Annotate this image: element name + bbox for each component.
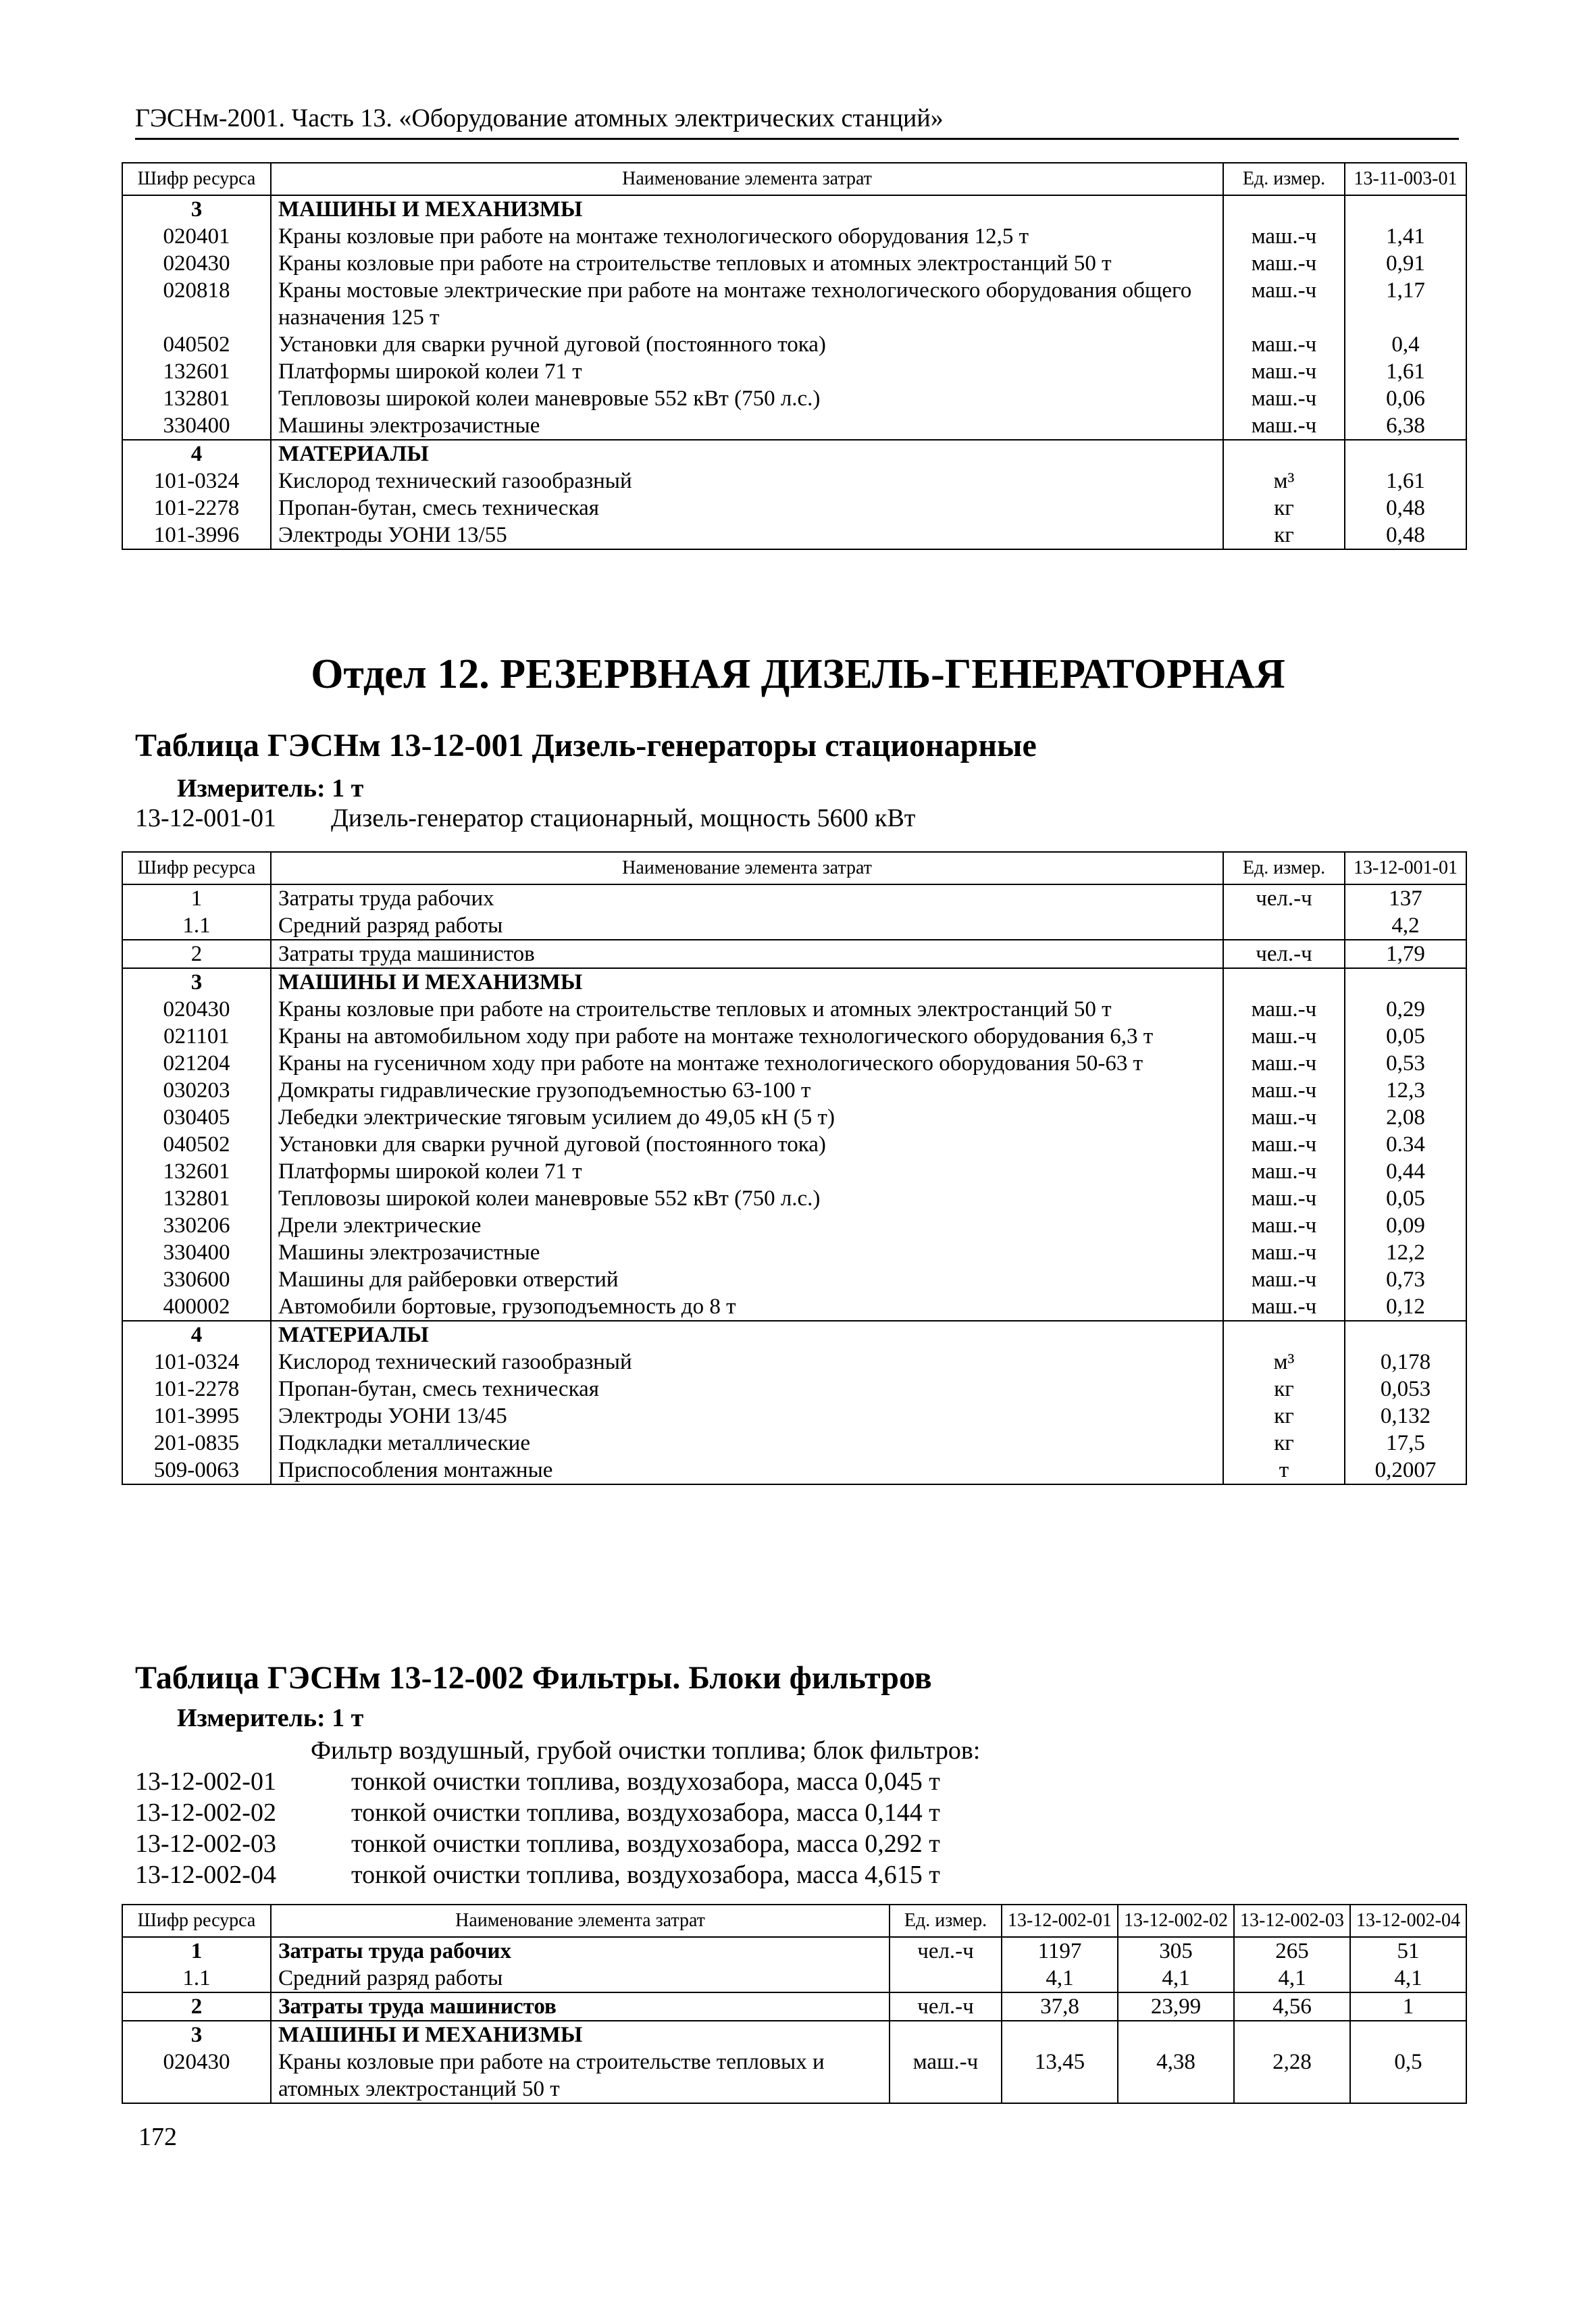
cost-element-name: МАТЕРИАЛЫ <box>271 1321 1223 1349</box>
item-code: 13-12-002-04 <box>135 1861 276 1889</box>
table-row <box>122 1321 1466 1349</box>
resource-code: 4 <box>122 1321 271 1349</box>
cost-element-name: Затраты труда машинистов <box>271 1992 890 2021</box>
cost-element-name: Тепловозы широкой колеи маневровые 552 кВт (750 л.с.) <box>271 385 1223 412</box>
table-row <box>122 522 1466 549</box>
table-row <box>122 1965 1466 1992</box>
page-number: 172 <box>138 2123 177 2151</box>
norm-value: 1,17 <box>1345 277 1466 331</box>
table-row <box>122 277 1466 331</box>
unit-of-measure: маш.-ч <box>1223 1050 1345 1077</box>
unit-of-measure: маш.-ч <box>1223 1077 1345 1104</box>
cost-element-name: Электроды УОНИ 13/45 <box>271 1403 1223 1430</box>
table2-title: Таблица ГЭСНм 13-12-001 Дизель-генераторы стационарные <box>135 728 1037 763</box>
resource-code: 400002 <box>122 1293 271 1321</box>
norm-value <box>1350 2021 1466 2048</box>
resource-code: 020401 <box>122 223 271 250</box>
resource-code: 021101 <box>122 1023 271 1050</box>
table-row <box>122 1992 1466 2021</box>
table-row <box>122 250 1466 277</box>
resource-code: 021204 <box>122 1050 271 1077</box>
table3-measure: Измеритель: 1 т <box>177 1704 364 1732</box>
cost-element-name: Лебедки электрические тяговым усилием до 49,05 кН (5 т) <box>271 1104 1223 1131</box>
table-row <box>122 1937 1466 1965</box>
norm-value: 0,48 <box>1345 522 1466 549</box>
resource-code: 132801 <box>122 1185 271 1212</box>
norm-value: 4,1 <box>1002 1965 1118 1992</box>
norm-value: 6,38 <box>1345 412 1466 440</box>
cost-element-name: Затраты труда рабочих <box>271 1937 890 1965</box>
resource-code: 4 <box>122 440 271 468</box>
table-row <box>122 884 1466 912</box>
resource-code: 020430 <box>122 2048 271 2103</box>
cost-element-name: Краны на гусеничном ходу при работе на монтаже технологического оборудования 50-63 т <box>271 1050 1223 1077</box>
cost-table-13-12-001 <box>122 851 1467 1485</box>
norm-value: 0,44 <box>1345 1158 1466 1185</box>
cost-element-name: Кислород технический газообразный <box>271 1349 1223 1376</box>
cost-element-name: Средний разряд работы <box>271 1965 890 1992</box>
norm-value <box>1345 1321 1466 1349</box>
header-cost-element: Наименование элемента затрат <box>271 852 1223 884</box>
header-cost-element: Наименование элемента затрат <box>271 163 1223 195</box>
item-description: тонкой очистки топлива, воздухозабора, масса 0,292 т <box>351 1830 940 1858</box>
cost-element-name: МАШИНЫ И МЕХАНИЗМЫ <box>271 195 1223 223</box>
header-norm-code: 13-12-002-02 <box>1118 1905 1234 1937</box>
resource-code: 040502 <box>122 1131 271 1158</box>
resource-code: 132601 <box>122 1158 271 1185</box>
resource-code: 020818 <box>122 277 271 331</box>
unit-of-measure: маш.-ч <box>890 2048 1002 2103</box>
cost-element-name: Машины электрозачистные <box>271 1239 1223 1266</box>
resource-code: 330400 <box>122 1239 271 1266</box>
table-row <box>122 440 1466 468</box>
norm-value: 0,178 <box>1345 1349 1466 1376</box>
resource-code: 132601 <box>122 358 271 385</box>
unit-of-measure: маш.-ч <box>1223 1185 1345 1212</box>
table-row <box>122 940 1466 968</box>
cost-element-name: МАШИНЫ И МЕХАНИЗМЫ <box>271 2021 890 2048</box>
cost-element-name: Установки для сварки ручной дуговой (постоянного тока) <box>271 1131 1223 1158</box>
table2-item-line <box>135 803 915 834</box>
norm-value: 4,56 <box>1234 1992 1350 2021</box>
cost-element-name: Машины для райберовки отверстий <box>271 1266 1223 1293</box>
norm-value: 305 <box>1118 1937 1234 1965</box>
table3-intro: Фильтр воздушный, грубой очистки топлива; блок фильтров: <box>311 1736 981 1765</box>
resource-code: 030405 <box>122 1104 271 1131</box>
table-body <box>122 884 1466 1484</box>
norm-value: 13,45 <box>1002 2048 1118 2103</box>
unit-of-measure <box>1223 912 1345 940</box>
norm-value: 1,79 <box>1345 940 1466 968</box>
section-title: Отдел 12. РЕЗЕРВНАЯ ДИЗЕЛЬ-ГЕНЕРАТОРНАЯ <box>311 651 1285 697</box>
resource-code: 1.1 <box>122 912 271 940</box>
table-row <box>122 195 1466 223</box>
norm-value: 1,41 <box>1345 223 1466 250</box>
cost-element-name: МАШИНЫ И МЕХАНИЗМЫ <box>271 968 1223 996</box>
table-body <box>122 195 1466 549</box>
norm-value: 0.34 <box>1345 1131 1466 1158</box>
norm-value <box>1345 968 1466 996</box>
table-row <box>122 412 1466 440</box>
unit-of-measure: маш.-ч <box>1223 1212 1345 1239</box>
norm-value: 12,2 <box>1345 1239 1466 1266</box>
cost-element-name: Платформы широкой колеи 71 т <box>271 358 1223 385</box>
cost-element-name: Платформы широкой колеи 71 т <box>271 1158 1223 1185</box>
cost-element-name: Краны козловые при работе на строительстве тепловых и атомных электростанций 50 т <box>271 250 1223 277</box>
unit-of-measure: кг <box>1223 1403 1345 1430</box>
norm-value <box>1234 2021 1350 2048</box>
norm-value: 51 <box>1350 1937 1466 1965</box>
resource-code: 132801 <box>122 385 271 412</box>
cost-element-name: Тепловозы широкой колеи маневровые 552 кВт (750 л.с.) <box>271 1185 1223 1212</box>
resource-code: 101-0324 <box>122 468 271 495</box>
header-cost-element: Наименование элемента затрат <box>271 1905 890 1937</box>
resource-code: 020430 <box>122 250 271 277</box>
cost-element-name: Средний разряд работы <box>271 912 1223 940</box>
table2-measure: Измеритель: 1 т <box>177 774 364 803</box>
unit-of-measure: маш.-ч <box>1223 1158 1345 1185</box>
norm-value: 4,1 <box>1118 1965 1234 1992</box>
cost-element-name: Пропан-бутан, смесь техническая <box>271 1376 1223 1403</box>
header-norm-code: 13-11-003-01 <box>1345 163 1466 195</box>
item-description: тонкой очистки топлива, воздухозабора, масса 0,045 т <box>351 1767 940 1796</box>
table-row <box>122 1212 1466 1239</box>
table-row <box>122 385 1466 412</box>
resource-code: 101-0324 <box>122 1349 271 1376</box>
norm-value: 0,48 <box>1345 495 1466 522</box>
table-row <box>122 2048 1466 2103</box>
table-row <box>122 968 1466 996</box>
unit-of-measure: маш.-ч <box>1223 358 1345 385</box>
norm-value: 4,1 <box>1234 1965 1350 1992</box>
unit-of-measure: м³ <box>1223 1349 1345 1376</box>
norm-value: 0,12 <box>1345 1293 1466 1321</box>
resource-code: 201-0835 <box>122 1430 271 1457</box>
item-code: 13-12-002-03 <box>135 1830 276 1858</box>
table-row <box>122 1266 1466 1293</box>
table-row <box>122 1050 1466 1077</box>
norm-value <box>1002 2021 1118 2048</box>
unit-of-measure: маш.-ч <box>1223 412 1345 440</box>
table-row <box>122 1376 1466 1403</box>
norm-value: 0,29 <box>1345 996 1466 1023</box>
unit-of-measure: кг <box>1223 1376 1345 1403</box>
table-row <box>122 1077 1466 1104</box>
table-body <box>122 1937 1466 2103</box>
unit-of-measure: маш.-ч <box>1223 996 1345 1023</box>
norm-value: 2,28 <box>1234 2048 1350 2103</box>
resource-code: 330600 <box>122 1266 271 1293</box>
header-norm-code: 13-12-002-04 <box>1350 1905 1466 1937</box>
cost-element-name: Домкраты гидравлические грузоподъемностью 63-100 т <box>271 1077 1223 1104</box>
header-norm-code: 13-12-002-01 <box>1002 1905 1118 1937</box>
unit-of-measure: маш.-ч <box>1223 277 1345 331</box>
norm-value: 0,053 <box>1345 1376 1466 1403</box>
cost-element-name: Кислород технический газообразный <box>271 468 1223 495</box>
norm-value: 2,08 <box>1345 1104 1466 1131</box>
cost-element-name: МАТЕРИАЛЫ <box>271 440 1223 468</box>
table-row <box>122 495 1466 522</box>
cost-element-name: Подкладки металлические <box>271 1430 1223 1457</box>
norm-value: 0,53 <box>1345 1050 1466 1077</box>
unit-of-measure: чел.-ч <box>1223 940 1345 968</box>
norm-value <box>1345 195 1466 223</box>
norm-value: 12,3 <box>1345 1077 1466 1104</box>
resource-code: 3 <box>122 195 271 223</box>
header-norm-code: 13-12-002-03 <box>1234 1905 1350 1937</box>
table-row <box>122 912 1466 940</box>
unit-of-measure: маш.-ч <box>1223 1104 1345 1131</box>
unit-of-measure: маш.-ч <box>1223 1023 1345 1050</box>
header-resource-code: Шифр ресурса <box>122 852 271 884</box>
running-head: ГЭСНм-2001. Часть 13. «Оборудование атомных электрических станций» <box>135 101 1459 140</box>
table-row <box>122 1104 1466 1131</box>
cost-element-name: Краны козловые при работе на строительстве тепловых и атомных электростанций 50 т <box>271 2048 890 2103</box>
table3-item-line <box>135 1859 940 1890</box>
norm-value: 4,38 <box>1118 2048 1234 2103</box>
cost-table-13-11-003 <box>122 162 1467 550</box>
resource-code: 101-2278 <box>122 495 271 522</box>
unit-of-measure: т <box>1223 1457 1345 1484</box>
item-description: тонкой очистки топлива, воздухозабора, масса 0,144 т <box>351 1799 940 1827</box>
unit-of-measure: чел.-ч <box>1223 884 1345 912</box>
header-unit: Ед. измер. <box>1223 852 1345 884</box>
resource-code: 2 <box>122 940 271 968</box>
unit-of-measure: м³ <box>1223 468 1345 495</box>
resource-code: 101-3996 <box>122 522 271 549</box>
norm-value <box>1118 2021 1234 2048</box>
unit-of-measure: чел.-ч <box>890 1992 1002 2021</box>
header-norm-code: 13-12-001-01 <box>1345 852 1466 884</box>
cost-element-name: Краны на автомобильном ходу при работе на монтаже технологического оборудования 6,3 т <box>271 1023 1223 1050</box>
unit-of-measure <box>1223 968 1345 996</box>
unit-of-measure: маш.-ч <box>1223 331 1345 358</box>
resource-code: 030203 <box>122 1077 271 1104</box>
unit-of-measure: маш.-ч <box>1223 1131 1345 1158</box>
unit-of-measure: маш.-ч <box>1223 250 1345 277</box>
unit-of-measure: кг <box>1223 522 1345 549</box>
norm-value: 0,05 <box>1345 1185 1466 1212</box>
table-row <box>122 331 1466 358</box>
item-code: 13-12-002-01 <box>135 1767 276 1796</box>
cost-table-13-12-002 <box>122 1904 1467 2104</box>
table3-item-line <box>135 1797 940 1828</box>
norm-value: 0,5 <box>1350 2048 1466 2103</box>
norm-value: 0,4 <box>1345 331 1466 358</box>
resource-code: 020430 <box>122 996 271 1023</box>
norm-value: 0,06 <box>1345 385 1466 412</box>
resource-code: 2 <box>122 1992 271 2021</box>
resource-code: 040502 <box>122 331 271 358</box>
cost-element-name: Пропан-бутан, смесь техническая <box>271 495 1223 522</box>
unit-of-measure: кг <box>1223 495 1345 522</box>
header-unit: Ед. измер. <box>890 1905 1002 1937</box>
unit-of-measure <box>1223 195 1345 223</box>
unit-of-measure: маш.-ч <box>1223 1239 1345 1266</box>
cost-element-name: Установки для сварки ручной дуговой (постоянного тока) <box>271 331 1223 358</box>
norm-value: 23,99 <box>1118 1992 1234 2021</box>
header-resource-code: Шифр ресурса <box>122 1905 271 1937</box>
norm-value: 137 <box>1345 884 1466 912</box>
norm-value: 1197 <box>1002 1937 1118 1965</box>
resource-code: 1.1 <box>122 1965 271 1992</box>
cost-element-name: Краны козловые при работе на монтаже технологического оборудования 12,5 т <box>271 223 1223 250</box>
table-row <box>122 1131 1466 1158</box>
unit-of-measure <box>890 1965 1002 1992</box>
norm-value: 0,91 <box>1345 250 1466 277</box>
cost-element-name: Затраты труда рабочих <box>271 884 1223 912</box>
resource-code: 101-3995 <box>122 1403 271 1430</box>
table-row <box>122 358 1466 385</box>
table3-item-line <box>135 1828 940 1859</box>
norm-value: 0,05 <box>1345 1023 1466 1050</box>
norm-value: 17,5 <box>1345 1430 1466 1457</box>
resource-code: 330400 <box>122 412 271 440</box>
table-row <box>122 996 1466 1023</box>
unit-of-measure <box>1223 440 1345 468</box>
cost-element-name: Затраты труда машинистов <box>271 940 1223 968</box>
resource-code: 3 <box>122 2021 271 2048</box>
norm-value: 4,2 <box>1345 912 1466 940</box>
header-resource-code: Шифр ресурса <box>122 163 271 195</box>
norm-value <box>1345 440 1466 468</box>
cost-element-name: Машины электрозачистные <box>271 412 1223 440</box>
norm-value: 1 <box>1350 1992 1466 2021</box>
item-code: 13-12-001-01 <box>135 804 276 832</box>
table3-item-line <box>135 1766 940 1797</box>
unit-of-measure <box>1223 1321 1345 1349</box>
unit-of-measure: кг <box>1223 1430 1345 1457</box>
unit-of-measure: маш.-ч <box>1223 1266 1345 1293</box>
table-row <box>122 2021 1466 2048</box>
resource-code: 1 <box>122 884 271 912</box>
item-description: тонкой очистки топлива, воздухозабора, масса 4,615 т <box>351 1861 940 1889</box>
cost-element-name: Дрели электрические <box>271 1212 1223 1239</box>
norm-value: 0,132 <box>1345 1403 1466 1430</box>
table-row <box>122 1023 1466 1050</box>
table-row <box>122 1349 1466 1376</box>
unit-of-measure: маш.-ч <box>1223 223 1345 250</box>
norm-value: 37,8 <box>1002 1992 1118 2021</box>
cost-element-name: Краны мостовые электрические при работе на монтаже технологического оборудования общего назначения 125 т <box>271 277 1223 331</box>
norm-value: 0,2007 <box>1345 1457 1466 1484</box>
resource-code: 509-0063 <box>122 1457 271 1484</box>
unit-of-measure <box>890 2021 1002 2048</box>
unit-of-measure: маш.-ч <box>1223 1293 1345 1321</box>
resource-code: 3 <box>122 968 271 996</box>
unit-of-measure: чел.-ч <box>890 1937 1002 1965</box>
norm-value: 1,61 <box>1345 468 1466 495</box>
table-row <box>122 1239 1466 1266</box>
table-row <box>122 1293 1466 1321</box>
table-row <box>122 1403 1466 1430</box>
norm-value: 0,09 <box>1345 1212 1466 1239</box>
cost-element-name: Электроды УОНИ 13/55 <box>271 522 1223 549</box>
table3-title: Таблица ГЭСНм 13-12-002 Фильтры. Блоки фильтров <box>135 1660 932 1696</box>
norm-value: 0,73 <box>1345 1266 1466 1293</box>
item-code: 13-12-002-02 <box>135 1799 276 1827</box>
table-row <box>122 223 1466 250</box>
item-description: Дизель-генератор стационарный, мощность 5600 кВт <box>331 804 916 832</box>
resource-code: 101-2278 <box>122 1376 271 1403</box>
cost-element-name: Приспособления монтажные <box>271 1457 1223 1484</box>
table-row <box>122 1158 1466 1185</box>
unit-of-measure: маш.-ч <box>1223 385 1345 412</box>
cost-element-name: Краны козловые при работе на строительстве тепловых и атомных электростанций 50 т <box>271 996 1223 1023</box>
table-row <box>122 1457 1466 1484</box>
table-row <box>122 1430 1466 1457</box>
header-unit: Ед. измер. <box>1223 163 1345 195</box>
norm-value: 265 <box>1234 1937 1350 1965</box>
resource-code: 330206 <box>122 1212 271 1239</box>
norm-value: 4,1 <box>1350 1965 1466 1992</box>
cost-element-name: Автомобили бортовые, грузоподъемность до 8 т <box>271 1293 1223 1321</box>
table-row <box>122 468 1466 495</box>
resource-code: 1 <box>122 1937 271 1965</box>
norm-value: 1,61 <box>1345 358 1466 385</box>
table-row <box>122 1185 1466 1212</box>
